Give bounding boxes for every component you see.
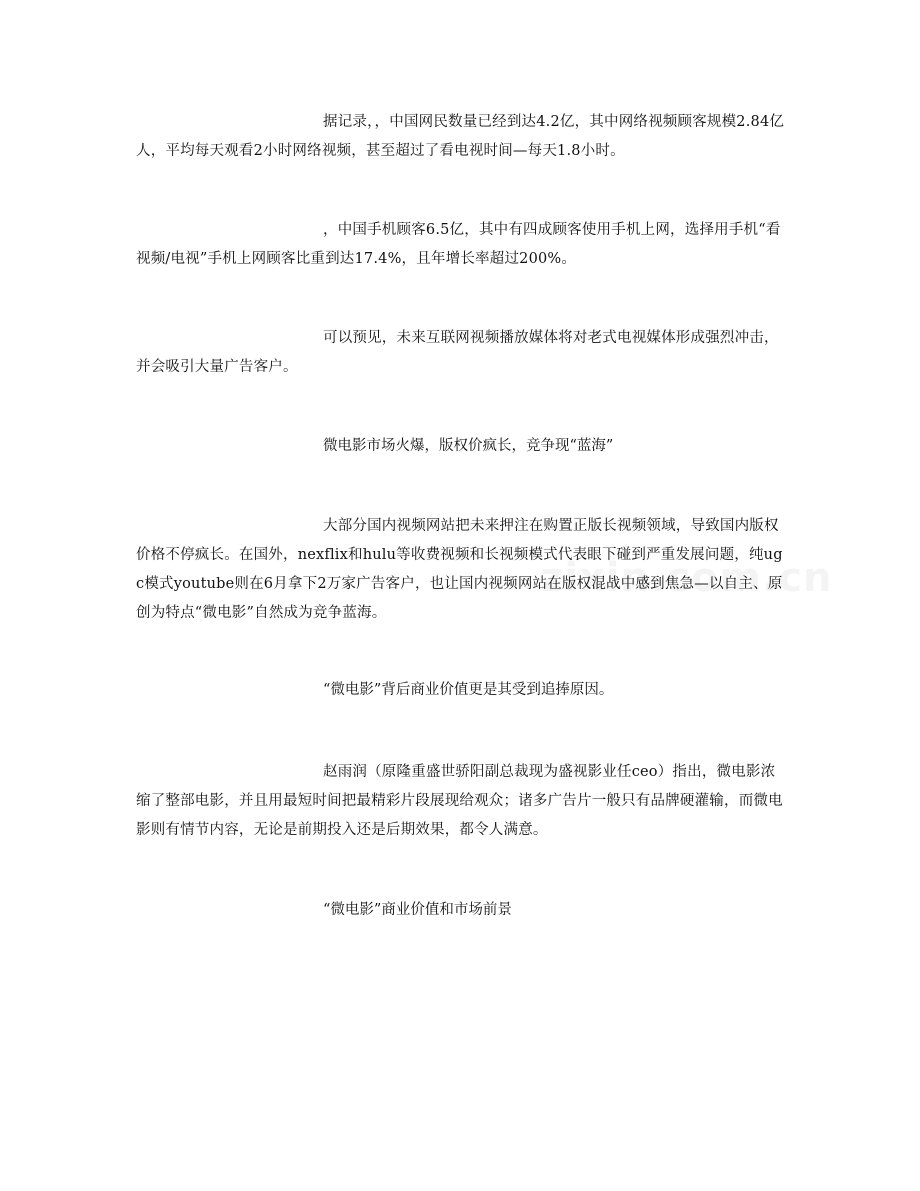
watermark xyxy=(540,555,832,601)
heading-market-boom: 微电影市场火爆，版权价疯长，竞争现“蓝海” xyxy=(323,438,614,454)
heading-commercial-value: “微电影”背后商业价值更是其受到追捧原因。 xyxy=(323,682,614,698)
paragraph-zhao-yurun: 赵雨润（原隆重盛世骄阳副总裁现为盛视影业任ceo）指出，微电影浓缩了整部电影，并且用最短时间把最精彩片段展现给观众；诸多广告片一般只有品牌硬灌输，而微电影则有情节内容，无论是前期投入还是后期效果，都令人满意。 xyxy=(136,764,783,838)
heading-market-prospect: “微电影”商业价值和市场前景 xyxy=(323,902,512,918)
paragraph-forecast: 可以预见，未来互联网视频播放媒体将对老式电视媒体形成强烈冲击，并会吸引大量广告客户。 xyxy=(136,330,779,375)
paragraph-copyright: 大部分国内视频网站把未来押注在购置正版长视频领域，导致国内版权价格不停疯长。在国外，nexflix和hulu等收费视频和长视频模式代表眼下碰到严重发展问题，纯ugc模式youtube则在6月拿下2万家广告客户，也让国内视频网站在版权混战中感到焦急—以自主、原创为特点“微电影”自然成为竞争蓝海。 xyxy=(136,518,783,621)
paragraph-internet-users: 据记录，，中国网民数量已经到达4.2亿，其中网络视频顾客规模2.84亿人，平均每天观看2小时网络视频，甚至超过了看电视时间—每天1.8小时。 xyxy=(136,114,785,159)
paragraph-mobile-users: ，中国手机顾客6.5亿，其中有四成顾客使用手机上网，选择用手机“看视频/电视”手机上网顾客比重到达17.4%，且年增长率超过200%。 xyxy=(136,222,781,267)
